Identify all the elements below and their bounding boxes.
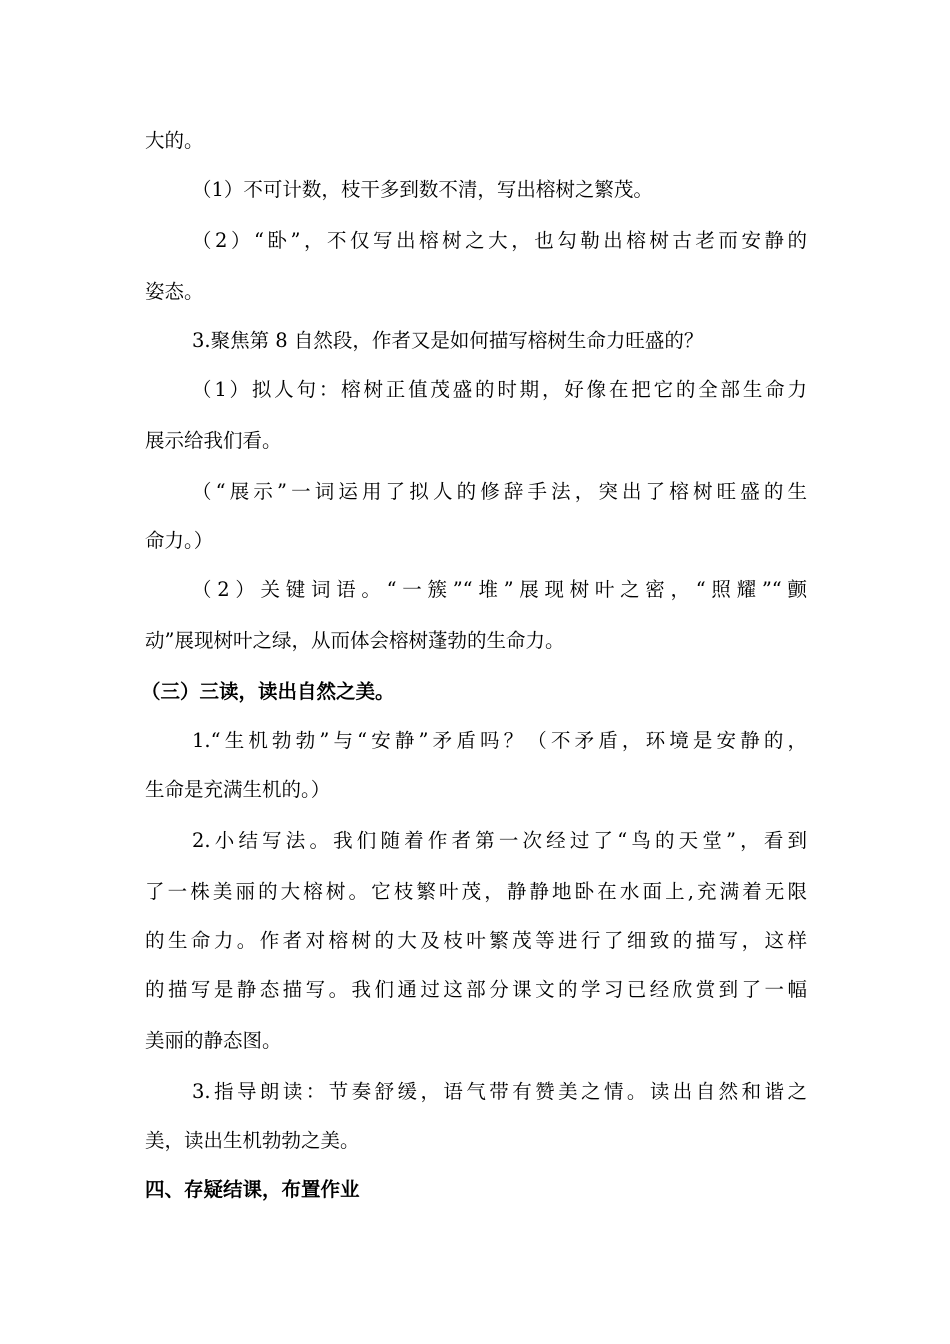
text-line-7: 展示给我们看。: [145, 429, 282, 452]
text-line-13: 1.“生机勃勃”与“安静”矛盾吗？（不矛盾，环境是安静的，: [192, 729, 807, 752]
text-line-6: （1）拟人句：榕树正值茂盛的时期，好像在把它的全部生命力: [192, 378, 807, 401]
text-line-21: 美，读出生机勃勃之美。: [145, 1129, 360, 1152]
text-line-16: 了一株美丽的大榕树。它枝繁叶茂，静静地卧在水面上,充满着无限: [145, 880, 807, 903]
text-line-2: （1）不可计数，枝干多到数不清，写出榕树之繁茂。: [192, 178, 653, 201]
text-line-18: 的描写是静态描写。我们通过这部分课文的学习已经欣赏到了一幅: [145, 978, 807, 1001]
text-line-20: 3.指导朗读：节奏舒缓，语气带有赞美之情。读出自然和谐之: [192, 1080, 807, 1103]
text-line-11: 动”展现树叶之绿，从而体会榕树蓬勃的生命力。: [145, 629, 565, 652]
section-heading-four: 四、存疑结课，布置作业: [145, 1178, 360, 1201]
text-line-8: （“展示”一词运用了拟人的修辞手法，突出了榕树旺盛的生: [192, 480, 807, 503]
text-line-4: 姿态。: [145, 280, 204, 303]
text-line-19: 美丽的静态图。: [145, 1029, 282, 1052]
text-line-3: （2）“卧”，不仅写出榕树之大，也勾勒出榕树古老而安静的: [192, 229, 807, 252]
section-heading-three: （三）三读，读出自然之美。: [141, 680, 395, 703]
text-line-17: 的生命力。作者对榕树的大及枝叶繁茂等进行了细致的描写，这样: [145, 929, 807, 952]
text-line-10: （2）关键词语。“一簇”“堆”展现树叶之密，“照耀”“颤: [192, 578, 807, 601]
text-line-15: 2.小结写法。我们随着作者第一次经过了“鸟的天堂”，看到: [192, 829, 807, 852]
text-line-14: 生命是充满生机的。）: [145, 778, 331, 801]
text-line-1: 大的。: [145, 129, 204, 152]
text-line-9: 命力。）: [145, 529, 214, 552]
text-line-5: 3.聚焦第 8 自然段，作者又是如何描写榕树生命力旺盛的？: [192, 329, 704, 352]
